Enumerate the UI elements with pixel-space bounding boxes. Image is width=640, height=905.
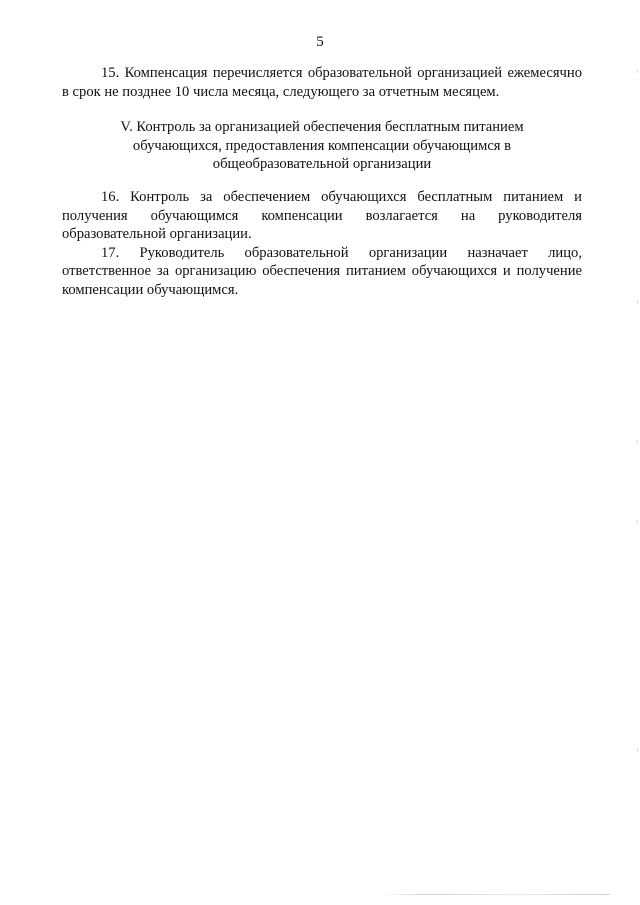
paragraph-17: 17. Руководитель образовательной организации назначает лицо, ответственное за организацию обеспечения питанием обучающихся и получение компенсации обучающимся. <box>62 244 582 298</box>
scan-mark <box>637 440 638 443</box>
scan-mark <box>637 300 638 303</box>
page-number: 5 <box>316 34 324 50</box>
section-heading-line: обучающихся, предоставления компенсации обучающимся в <box>132 137 512 154</box>
scan-mark <box>637 748 638 751</box>
paragraph-15: 15. Компенсация перечисляется образовательной организацией ежемесячно в срок не позднее 10 числа месяца, следующего за отчетным месяцем. <box>62 65 582 100</box>
paragraph-16: 16. Контроль за обеспечением обучающихся бесплатным питанием и получения обучающимся компенсации возлагается на руководителя образовательной организации. <box>62 188 582 243</box>
scan-mark <box>637 520 638 523</box>
section-heading-v <box>62 118 582 174</box>
section-heading-line: общеобразовательной организации <box>212 156 432 173</box>
scan-mark <box>637 70 638 73</box>
document-body <box>62 64 582 300</box>
scan-edge-smudge <box>380 894 610 895</box>
section-heading-line: V. Контроль за организацией обеспечения бесплатным питанием <box>120 119 524 136</box>
